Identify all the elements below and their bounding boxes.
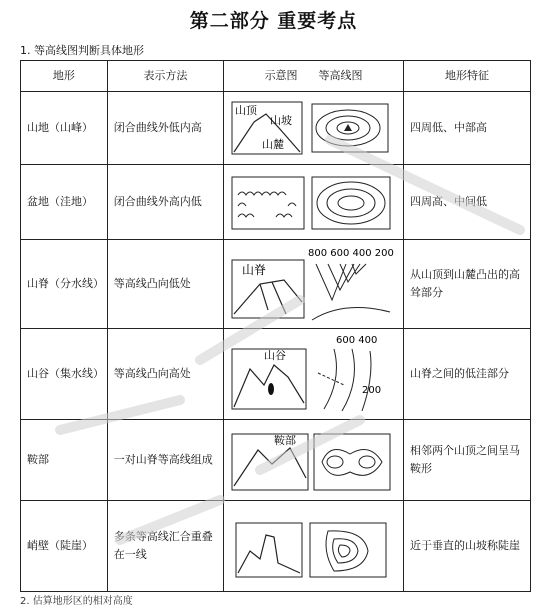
table-row <box>21 240 531 329</box>
terrain-method: 闭合曲线外高内低 <box>107 165 223 240</box>
svg-text:山麓: 山麓 <box>262 138 285 151</box>
cliff-diagram <box>224 501 394 591</box>
terrain-feature: 四周高、中间低 <box>404 165 531 240</box>
basin-diagram <box>224 165 394 239</box>
terrain-method: 一对山脊等高线组成 <box>107 420 223 501</box>
terrain-diagram <box>224 420 404 501</box>
terrain-diagram <box>224 501 404 592</box>
terrain-feature: 相邻两个山顶之间呈马鞍形 <box>404 420 531 501</box>
svg-text:山谷: 山谷 <box>264 349 287 362</box>
svg-text:山坡: 山坡 <box>270 114 293 127</box>
header-feature: 地形特征 <box>404 61 531 92</box>
terrain-table <box>20 60 531 592</box>
table-row <box>21 165 531 240</box>
svg-text:山顶: 山顶 <box>235 104 258 117</box>
terrain-name: 山谷（集水线） <box>21 329 108 420</box>
svg-text:600 400: 600 400 <box>336 335 378 346</box>
page-title: 第二部分 重要考点 <box>189 10 358 32</box>
table-row <box>21 420 531 501</box>
terrain-feature: 四周低、中部高 <box>404 92 531 165</box>
table-row <box>21 501 531 592</box>
terrain-method: 等高线凸向高处 <box>107 329 223 420</box>
section-heading: 1. 等高线图判断具体地形 <box>20 44 144 57</box>
terrain-feature: 山脊之间的低洼部分 <box>404 329 531 420</box>
header-method: 表示方法 <box>107 61 223 92</box>
terrain-method: 等高线凸向低处 <box>107 240 223 329</box>
header-diagram: 示意图 等高线图 <box>224 61 404 92</box>
svg-text:山脊: 山脊 <box>242 263 267 277</box>
terrain-name: 鞍部 <box>21 420 108 501</box>
table-row <box>21 329 531 420</box>
terrain-diagram <box>224 92 404 165</box>
table-header-row <box>21 61 531 92</box>
terrain-name: 山脊（分水线） <box>21 240 108 329</box>
terrain-name: 峭壁（陡崖） <box>21 501 108 592</box>
terrain-method: 多条等高线汇合重叠在一线 <box>107 501 223 592</box>
terrain-diagram <box>224 240 404 329</box>
next-section-heading: 2. 估算地形区的相对高度 <box>20 596 133 607</box>
terrain-name: 盆地（洼地） <box>21 165 108 240</box>
terrain-method: 闭合曲线外低内高 <box>107 92 223 165</box>
terrain-feature: 近于垂直的山坡称陡崖 <box>404 501 531 592</box>
terrain-diagram <box>224 329 404 420</box>
terrain-name: 山地（山峰） <box>21 92 108 165</box>
header-terrain: 地形 <box>21 61 108 92</box>
table-row <box>21 92 531 165</box>
svg-text:鞍部: 鞍部 <box>274 434 297 447</box>
terrain-diagram <box>224 165 404 240</box>
saddle-diagram <box>224 420 394 500</box>
valley-diagram <box>224 329 394 419</box>
mountain-diagram <box>224 92 394 164</box>
svg-text:200: 200 <box>362 385 382 396</box>
terrain-feature: 从山顶到山麓凸出的高耸部分 <box>404 240 531 329</box>
ridge-diagram <box>224 240 394 328</box>
svg-text:800 600 400 200: 800 600 400 200 <box>308 248 395 259</box>
